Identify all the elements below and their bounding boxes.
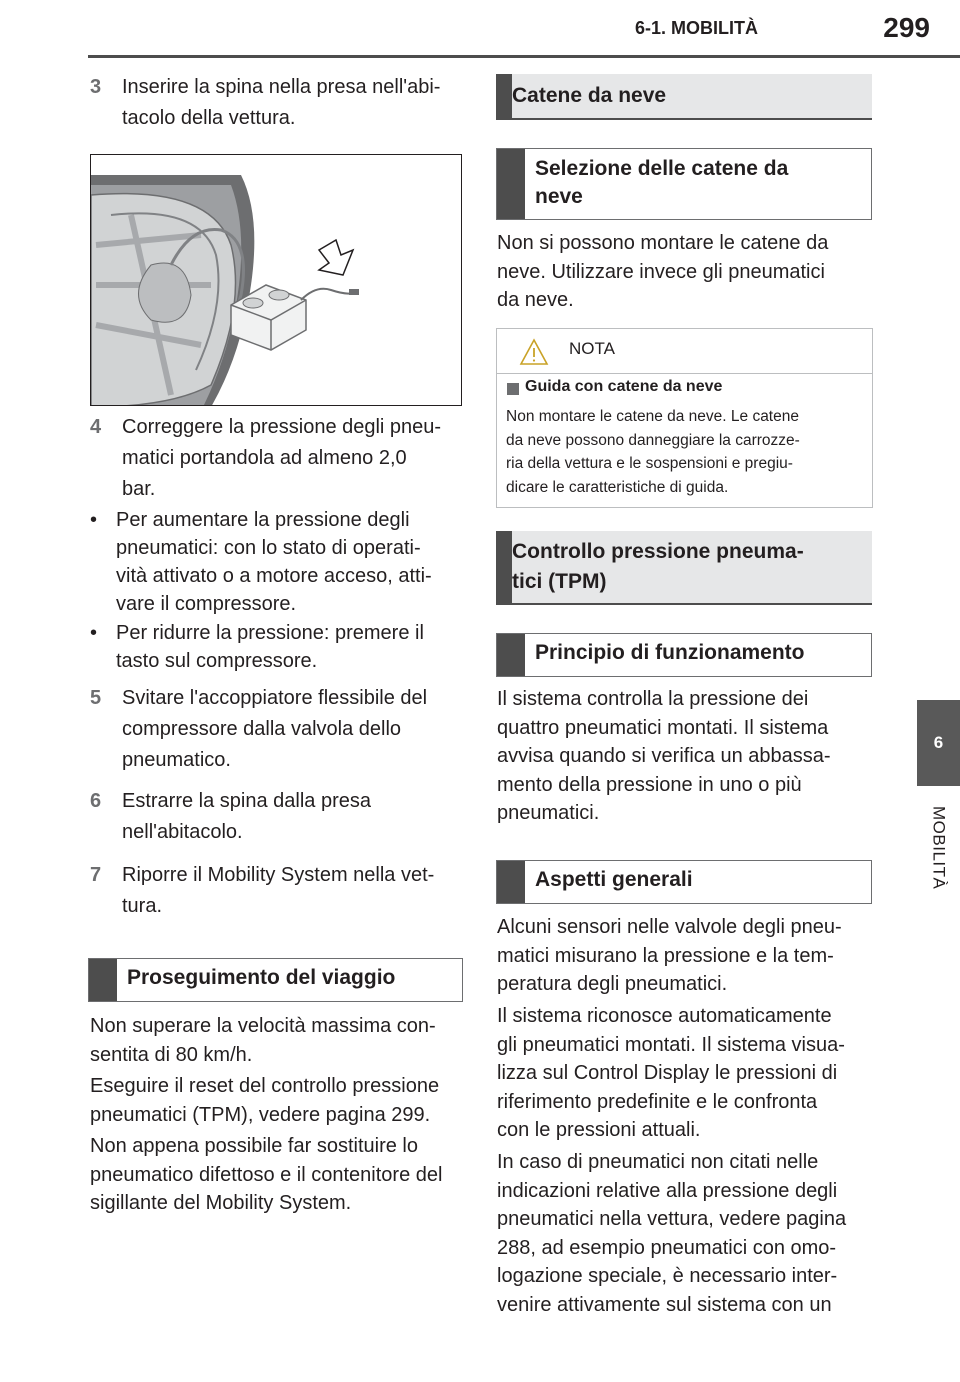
paragraph-line: Il sistema controlla la pressione dei	[497, 688, 809, 710]
step-6	[90, 786, 470, 848]
paragraph	[497, 685, 872, 828]
bullet-item	[90, 619, 470, 675]
paragraph-line: avvisa quando si verifica un abbassa-	[497, 745, 831, 767]
paragraph	[497, 1148, 872, 1319]
note-line: dicare le caratteristiche di guida.	[506, 478, 729, 496]
bullet-mark: •	[90, 509, 98, 531]
paragraph-line: 288, ad esempio pneumatici con omo-	[497, 1236, 837, 1259]
step-number: 6	[90, 790, 102, 812]
chapter-tab[interactable]	[917, 700, 960, 786]
heading-text: Proseguimento del viaggio	[127, 966, 396, 989]
step-3	[90, 72, 470, 134]
bullet-text: pneumatici: con lo stato di operati-	[116, 537, 421, 559]
paragraph-line: matici misurano la pressione e la tem-	[497, 944, 834, 967]
note-box	[496, 328, 873, 508]
heading-controllo-pressione	[496, 531, 872, 605]
bullet-text: vità attivato o a motore acceso, atti-	[116, 565, 432, 587]
compressor-illustration	[90, 154, 462, 406]
note-line: ria della vettura e le sospensioni e pregiu-	[506, 455, 793, 472]
paragraph-line: lizza sul Control Display le pressioni di	[497, 1062, 838, 1084]
step-text: Inserire la spina nella presa nell'abi-	[122, 76, 441, 98]
warning-icon	[519, 338, 549, 366]
paragraph	[497, 913, 872, 999]
paragraph-line: pneumatico difettoso e il contenitore del	[90, 1163, 443, 1186]
step-number: 7	[90, 864, 102, 886]
heading-text: Controllo pressione pneuma-	[512, 540, 804, 563]
step-number: 5	[90, 687, 102, 709]
step-text: nell'abitacolo.	[122, 821, 243, 843]
note-subtitle: Guida con catene da neve	[525, 378, 723, 395]
note-header	[497, 329, 872, 374]
paragraph-line: Il sistema riconosce automaticamente	[497, 1005, 832, 1027]
heading-proseguimento	[88, 958, 463, 1002]
paragraph	[90, 1132, 470, 1218]
step-text: matici portandola ad almeno 2,0	[122, 447, 407, 469]
square-bullet-icon	[507, 383, 519, 395]
heading-text: tici (TPM)	[512, 570, 607, 593]
paragraph-line: gli pneumatici montati. Il sistema visua-	[497, 1033, 845, 1056]
bullet-text: vare il compressore.	[116, 593, 297, 615]
heading-bar	[497, 149, 525, 219]
paragraph-line: Non appena possibile far sostituire lo	[90, 1135, 418, 1157]
step-number: 4	[90, 416, 102, 438]
paragraph-line: mento della pressione in uno o più	[497, 773, 802, 796]
header-rule	[88, 55, 960, 58]
step-text: Estrarre la spina dalla presa	[122, 790, 372, 812]
step-text: tacolo della vettura.	[122, 107, 296, 129]
step-text: bar.	[122, 478, 156, 500]
paragraph-line: quattro pneumatici montati. Il sistema	[497, 716, 829, 739]
note-line: Non montare le catene da neve. Le catene	[506, 408, 799, 425]
paragraph-line: Eseguire il reset del controllo pressione	[90, 1075, 440, 1097]
paragraph-line: sentita di 80 km/h.	[90, 1043, 253, 1066]
paragraph-line: pneumatici nella vettura, vedere pagina	[497, 1208, 847, 1230]
heading-text: Selezione delle catene da	[535, 157, 789, 180]
note-body	[506, 405, 861, 499]
bullet-mark: •	[90, 622, 98, 644]
paragraph-line: peratura degli pneumatici.	[497, 973, 728, 995]
bullet-text: Per ridurre la pressione: premere il	[116, 622, 424, 644]
bullet-text: tasto sul compressore.	[116, 650, 318, 672]
bullet-item	[90, 506, 470, 620]
chapter-label: MOBILITÀ	[929, 805, 949, 890]
paragraph-line: pneumatici (TPM), vedere pagina 299.	[90, 1103, 431, 1126]
heading-aspetti	[496, 860, 872, 904]
heading-text: Catene da neve	[512, 84, 667, 107]
paragraph-line: Non si possono montare le catene da	[497, 232, 829, 254]
heading-bar	[496, 74, 512, 118]
heading-catene-da-neve	[496, 74, 872, 120]
section-title: 6-1. MOBILITÀ	[635, 18, 759, 38]
chapter-number: 6	[933, 733, 944, 752]
paragraph-line: pneumatici.	[497, 802, 600, 824]
heading-selezione	[496, 148, 872, 220]
paragraph	[90, 1012, 470, 1069]
heading-bar	[89, 959, 117, 1001]
step-text: tura.	[122, 895, 163, 917]
step-text: compressore dalla valvola dello	[122, 718, 402, 740]
note-title: NOTA	[569, 339, 615, 358]
heading-bar	[497, 634, 525, 676]
paragraph-line: venire attivamente sul sistema con un	[497, 1293, 832, 1316]
paragraph-line: logazione speciale, è necessario inter-	[497, 1265, 838, 1287]
step-text: Riporre il Mobility System nella vet-	[122, 864, 435, 886]
step-number: 3	[90, 76, 102, 98]
heading-text: Aspetti generali	[535, 868, 693, 891]
step-text: pneumatico.	[122, 749, 231, 771]
step-5	[90, 683, 470, 778]
heading-text: neve	[535, 185, 583, 208]
paragraph-line: In caso di pneumatici non citati nelle	[497, 1151, 819, 1173]
step-4	[90, 412, 470, 507]
paragraph-line: indicazioni relative alla pressione degli	[497, 1179, 838, 1202]
step-text: Svitare l'accoppiatore flessibile del	[122, 687, 428, 709]
paragraph-line: da neve.	[497, 289, 574, 311]
page-number: 299	[883, 12, 930, 43]
paragraph-line: sigillante del Mobility System.	[90, 1192, 352, 1214]
paragraph-line: Alcuni sensori nelle valvole degli pneu-	[497, 916, 842, 938]
heading-bar	[496, 531, 512, 603]
bullet-text: Per aumentare la pressione degli	[116, 509, 410, 531]
paragraph-line: Non superare la velocità massima con-	[90, 1015, 436, 1037]
compressor-drawing	[91, 155, 462, 406]
paragraph	[90, 1072, 470, 1129]
step-7	[90, 860, 470, 922]
note-line: da neve possono danneggiare la carrozze-	[506, 431, 800, 449]
paragraph	[497, 1002, 872, 1145]
step-text: Correggere la pressione degli pneu-	[122, 416, 442, 438]
heading-principio	[496, 633, 872, 677]
paragraph-line: con le pressioni attuali.	[497, 1119, 701, 1141]
paragraph	[497, 229, 872, 315]
paragraph-line: neve. Utilizzare invece gli pneumatici	[497, 260, 825, 283]
heading-bar	[497, 861, 525, 903]
heading-text: Principio di funzionamento	[535, 641, 805, 664]
paragraph-line: riferimento predefinite e le confronta	[497, 1090, 818, 1113]
